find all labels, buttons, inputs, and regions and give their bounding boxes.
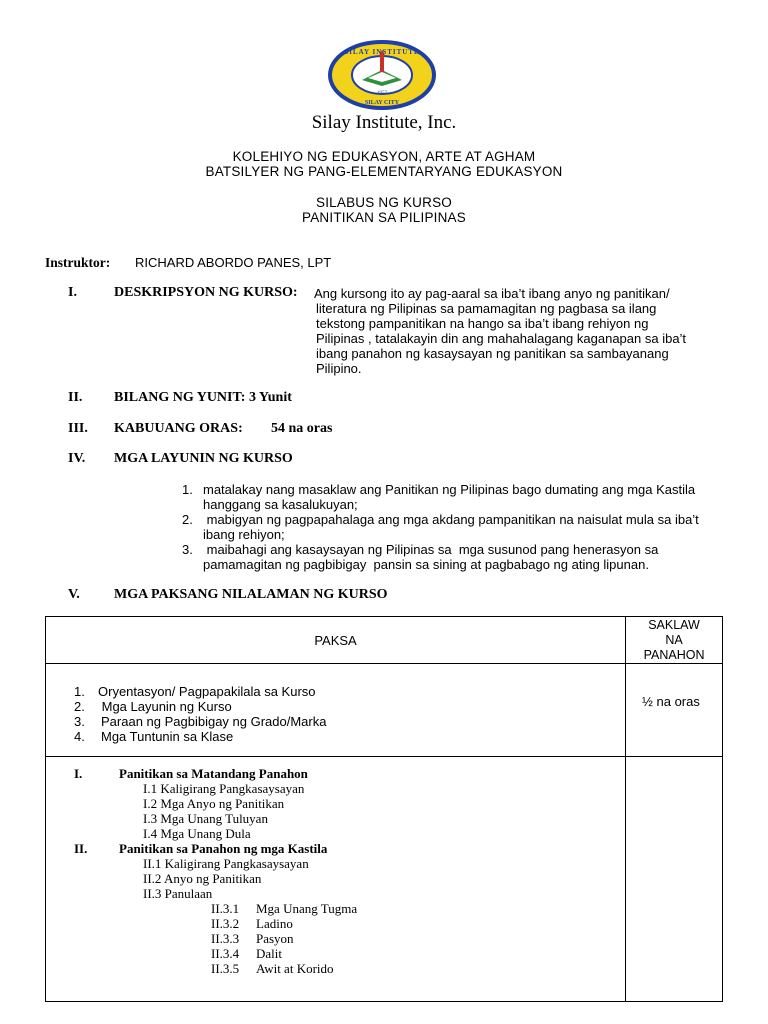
subtopic-number: II.3.3 [211,931,240,946]
header-line: PANAHON [643,648,705,662]
table-cell-time [626,757,723,1002]
subtopic: I.1 Kaligirang Pangkasaysayan [143,781,305,796]
svg-text:1957: 1957 [377,91,387,96]
topics-table [45,616,723,1002]
section-5-number: V. [68,587,80,602]
table-row [46,664,723,757]
svg-text:SILAY INSTITUTE: SILAY INSTITUTE [344,48,420,56]
subtopic-text: Pasyon [256,931,294,946]
subtopic: II.3 Panulaan [143,886,213,901]
time-allotment: ½ na oras [642,694,700,709]
description-line: Pilipino. [316,361,362,376]
unit-title: Panitikan sa Panahon ng mga Kastila [119,841,328,856]
topic-text: Paraan ng Pagbibigay ng Grado/Marka [101,714,327,729]
objective-text: ibang rehiyon; [203,527,285,542]
topic-text: Mga Tuntunin sa Klase [101,729,234,744]
section-4-number: IV. [68,451,86,466]
table-cell-topics [46,757,626,1002]
objective-text: maibahagi ang kasaysayan ng Pilipinas sa mga susunod pang henerasyon sa [203,542,659,557]
document-type: SILABUS NG KURSO [316,195,452,210]
objective-text: pamamagitan ng pagbibigay pansin sa sining at pagbabago ng ating lipunan. [203,557,649,572]
section-1-label: DESKRIPSYON NG KURSO: [114,285,298,300]
section-1-number: I. [68,285,77,300]
header-line: SAKLAW [648,618,700,632]
subtopic-text: Dalit [256,946,282,961]
section-3-label: KABUUANG ORAS: [114,421,243,436]
subtopic: I.3 Mga Unang Tuluyan [143,811,268,826]
section-4-label: MGA LAYUNIN NG KURSO [114,451,293,466]
subtopic: II.1 Kaligirang Pangkasaysayan [143,856,309,871]
section-2-label: BILANG NG YUNIT: 3 Yunit [114,390,292,405]
topic-text: Mga Layunin ng Kurso [98,699,232,714]
subtopic: I.2 Mga Anyo ng Panitikan [143,796,285,811]
instructor-label: Instruktor: [45,255,111,270]
institution-name: Silay Institute, Inc. [311,112,457,133]
topic-number: 1. [74,684,85,699]
subtopic-number: II.3.1 [211,901,240,916]
instructor-name: RICHARD ABORDO PANES, LPT [135,255,332,270]
section-5-label: MGA PAKSANG NILALAMAN NG KURSO [114,587,388,602]
topic-number: 4. [74,729,85,744]
objective-text: hanggang sa kasalukuyan; [203,497,358,512]
objective-number: 2. [182,512,193,527]
subtopic-number: II.3.4 [211,946,240,961]
unit-title: Panitikan sa Matandang Panahon [119,766,308,781]
table-row [46,757,723,1002]
objective-text: matalakay nang masaklaw ang Panitikan ng Pilipinas bago dumating ang mga Kastila [203,482,696,497]
subtopic-number: II.3.5 [211,961,240,976]
description-line: tekstong pampanitikan na hango sa iba’t ibang rehiyon ng [316,316,649,331]
unit-number: II. [74,841,88,856]
objective-number: 3. [182,542,193,557]
description-line: ibang panahon ng kasaysayan ng panitikan sa sambayanang [316,346,669,361]
description-line: literatura ng Pilipinas sa pamamagitan ng pagbasa sa ilang [316,301,657,316]
institute-seal-logo [328,40,436,110]
section-3-value: 54 na oras [271,421,333,436]
subtopic-text: Ladino [256,916,293,931]
subtopic-text: Awit at Korido [256,961,334,976]
table-header-row [46,617,723,664]
svg-text:SILAY CITY: SILAY CITY [364,100,400,106]
table-header-saklaw [626,617,723,664]
course-title: PANITIKAN SA PILIPINAS [302,210,466,225]
subtopic: II.2 Anyo ng Panitikan [143,871,262,886]
description-line: Pilipinas , tatalakayin din ang mahahalagang kaganapan sa iba’t [316,331,687,346]
objective-number: 1. [182,482,193,497]
objective-text: mabigyan ng pagpapahalaga ang mga akdang pampanitikan na naisulat mula sa iba’t [203,512,699,527]
unit-number: I. [74,766,83,781]
subtopic-text: Mga Unang Tugma [256,901,358,916]
topic-text: Oryentasyon/ Pagpapakilala sa Kurso [98,684,316,699]
subtopic-number: II.3.2 [211,916,240,931]
topic-number: 2. [74,699,85,714]
table-cell-time [626,664,723,757]
subtopic: I.4 Mga Unang Dula [143,826,251,841]
college-name: KOLEHIYO NG EDUKASYON, ARTE AT AGHAM [232,149,536,164]
section-2-number: II. [68,390,83,405]
header-line: NA [665,633,683,647]
table-cell-topics [46,664,626,757]
description-line: Ang kursong ito ay pag-aaral sa iba’t ibang anyo ng panitikan/ [314,286,670,301]
topic-number: 3. [74,714,85,729]
table-header-paksa: PAKSA [46,617,626,664]
section-3-number: III. [68,421,88,436]
program-name: BATSILYER NG PANG-ELEMENTARYANG EDUKASYON [205,164,563,179]
